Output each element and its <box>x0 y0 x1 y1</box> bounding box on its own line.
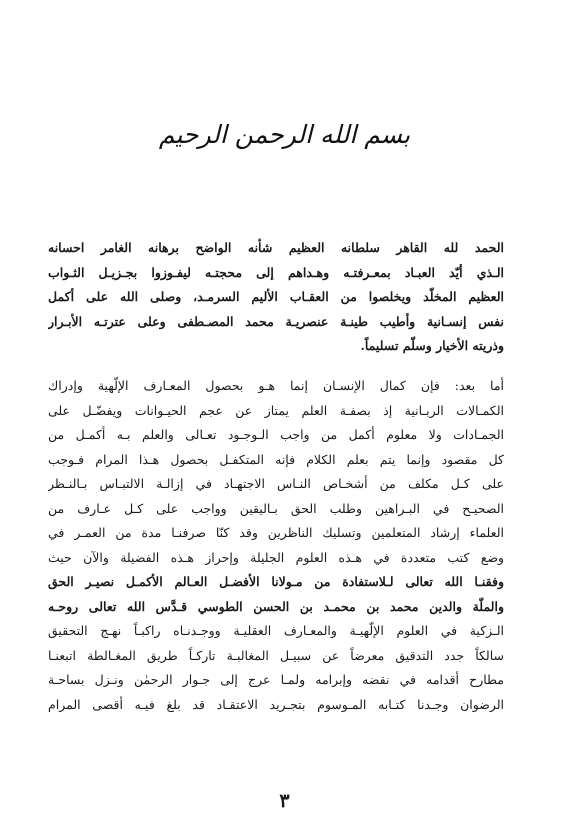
intro-line: نفس إنسـانية وأطيب طينـة عنصريـة محمد المصـطفى وعلى عترتـه الأبـرار <box>48 313 504 329</box>
body-line: سالكاً جدد التدقيق معرضاً عن سبيـل المغالبـة تاركـاً طريق المغـالطة اتبعنـا <box>48 647 504 663</box>
body-line: على كـل مكلف من أشخـاص النـاس الاجتهـاد في إزالـة الالتبـاس بـالنـظر <box>48 476 504 491</box>
page-number: ٣ <box>279 790 290 812</box>
body-line: الصحيـح في البـراهين وطلب الحق بـاليقين وواجب على كـل عـارف من <box>48 500 504 516</box>
body-line: الكمـالات الربـانية إذ بصفـة العلم يمتاز عن عجم الحيـوانات ويفضّـل على <box>48 402 504 418</box>
basmala-heading: بسم الله الرحمن الرحيم <box>158 120 411 149</box>
body-line: والملّة والدين محمد بن محمـد بن الحسن الطوسي قـدَّس الله تعالى روحـه <box>48 598 504 614</box>
intro-line: الـذي أيّد العبـاد بمعـرفتـه وهـداهم إلى محجتـه ليفـوزوا بجـزيـل الثـواب <box>48 264 504 280</box>
body-line: الجمـادات ولا معلوم أكمل من واجب الـوجـود تعـالى والعلم بـه أكمـل من <box>48 427 504 442</box>
body-line: العلماء إرشاد المتعلمين وتسليك الناظرين وقد كنّا صرفنـا مدة من العمـر في <box>48 525 504 540</box>
body-line: وفقنـا الله تعالى لـلاستفادة من مـولانا الأفضـل العـالم الأكمـل نصيـر الحق <box>48 574 504 589</box>
body-line: مطارح أقدامه في نقضه وإبرامه ولمـا عرج إلى جـوار الرحمٰن ونـزل بساحـة <box>48 672 504 687</box>
body-line: أما بعد: فإن كمال الإنسـان إنما هـو بحصول المعـارف الإلّهية وإدراك <box>48 378 504 393</box>
intro-line: الحمد لله القاهر سلطانه العظيم شأنه الواضح برهانه الغامر احسانه <box>48 240 504 255</box>
intro-line: وذريته الأخيار وسلّم تسليماً. <box>360 338 504 353</box>
body-line: الرضوان وجـدنا كتـابه المـوسوم بتجـريد الاعتقـاد قد بلغ فيـه أقصى المرام <box>48 696 504 712</box>
body-line: وضع كتب متعددة في هـذه العلوم الجليلة وإحراز هـذه الفضيلة والآن حيث <box>48 549 504 565</box>
intro-paragraph <box>48 236 504 359</box>
intro-line: العظيم المخلّد ويخلصوا من العقـاب الأليم السرمـد، وصلى الله على أكمل <box>48 289 504 304</box>
body-line: الـزكية في العلوم الإلّهيـة والمعـارف العقليـة ووجـدنـاه راكبـاً نهـج التحقيق <box>48 623 504 638</box>
body-line: كل مقصود وإنما يتم بعلم الكلام فإنه المتكفـل بحصول هـذا المرام فـوجب <box>48 451 504 467</box>
body-paragraph <box>48 374 504 717</box>
